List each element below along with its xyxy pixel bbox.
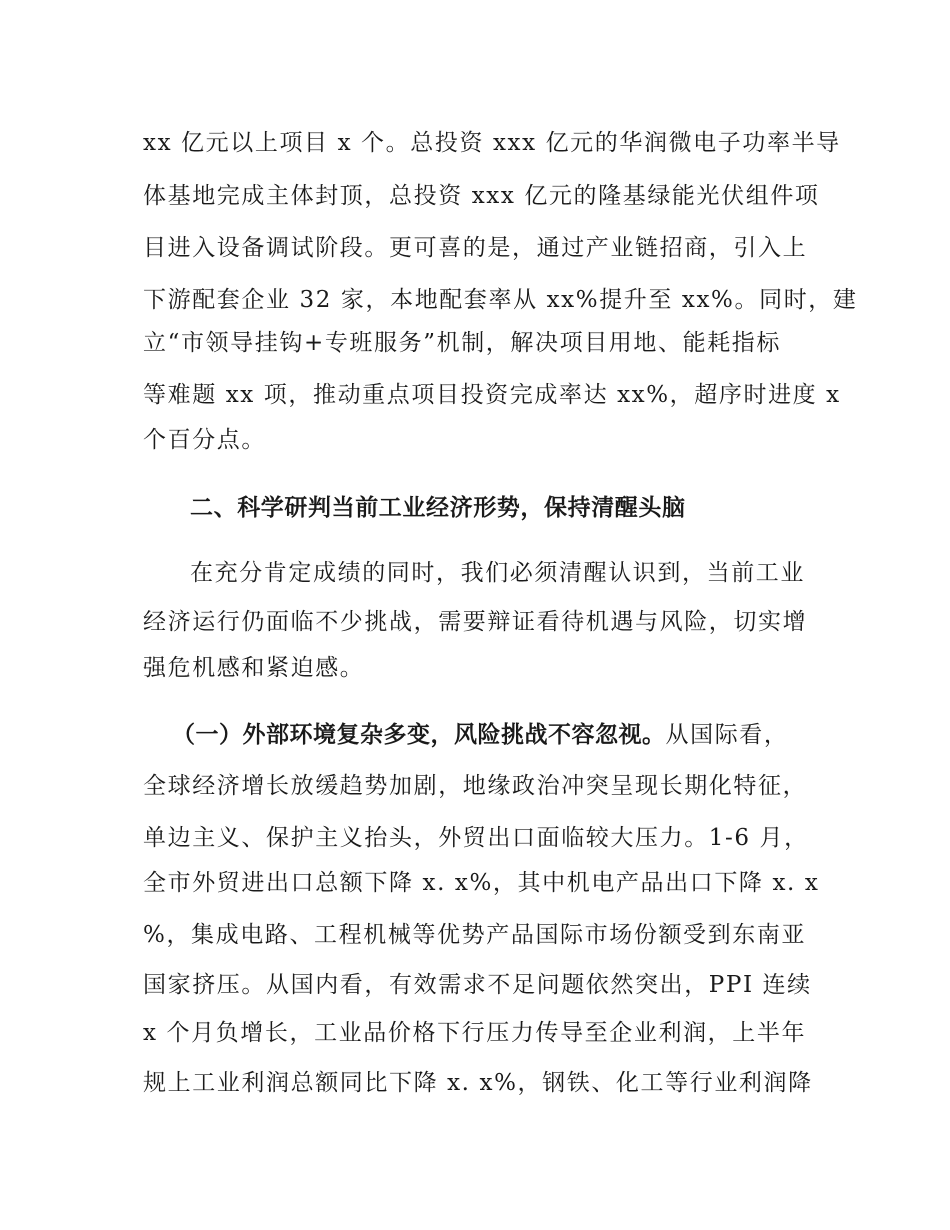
paragraph-line: 全市外贸进出口总额下降 x. x%，其中机电产品出口下降 x. x (143, 870, 820, 896)
paragraph-line: 全球经济增长放缓趋势加剧，地缘政治冲突呈现长期化特征， (143, 773, 808, 799)
paragraph-line: 个百分点。 (143, 427, 266, 453)
paragraph-line: 经济运行仍面临不少挑战，需要辩证看待机遇与风险，切实增 (143, 609, 808, 635)
paragraph-line: 下游配套企业 32 家，本地配套率从 xx%提升至 xx%。同时，建 (143, 287, 858, 313)
paragraph-line: 强危机感和紧迫感。 (143, 655, 365, 681)
paragraph-line: x 个月负增长，工业品价格下行压力传导至企业利润，上半年 (143, 1020, 807, 1046)
paragraph-text: 从国际看， (665, 722, 789, 748)
subsection-heading: （一）外部环境复杂多变，风险挑战不容忽视。 (172, 722, 666, 748)
paragraph-line: 在充分肯定成绩的同时，我们必须清醒认识到，当前工业 (190, 560, 805, 586)
section-heading: 二、科学研判当前工业经济形势，保持清醒头脑 (190, 495, 686, 521)
paragraph-line: 目进入设备调试阶段。更可喜的是，通过产业链招商，引入上 (143, 235, 808, 261)
paragraph-first-line (172, 720, 789, 750)
paragraph-line: 等难题 xx 项，推动重点项目投资完成率达 xx%，超序时进度 x (143, 382, 841, 408)
paragraph-line: 立“市领导挂钩+专班服务”机制，解决项目用地、能耗指标 (143, 330, 781, 356)
paragraph-line: %，集成电路、工程机械等优势产品国际市场份额受到东南亚 (143, 922, 807, 948)
paragraph-line: 国家挤压。从国内看，有效需求不足问题依然突出，PPI 连续 (143, 972, 812, 998)
paragraph-line: 单边主义、保护主义抬头，外贸出口面临较大压力。1-6 月， (143, 825, 809, 851)
paragraph-line: 体基地完成主体封顶，总投资 xxx 亿元的隆基绿能光伏组件项 (143, 183, 820, 209)
paragraph-line: 规上工业利润总额同比下降 x. x%，钢铁、化工等行业利润降 (143, 1070, 813, 1096)
paragraph-line: xx 亿元以上项目 x 个。总投资 xxx 亿元的华润微电子功率半导 (143, 130, 841, 156)
